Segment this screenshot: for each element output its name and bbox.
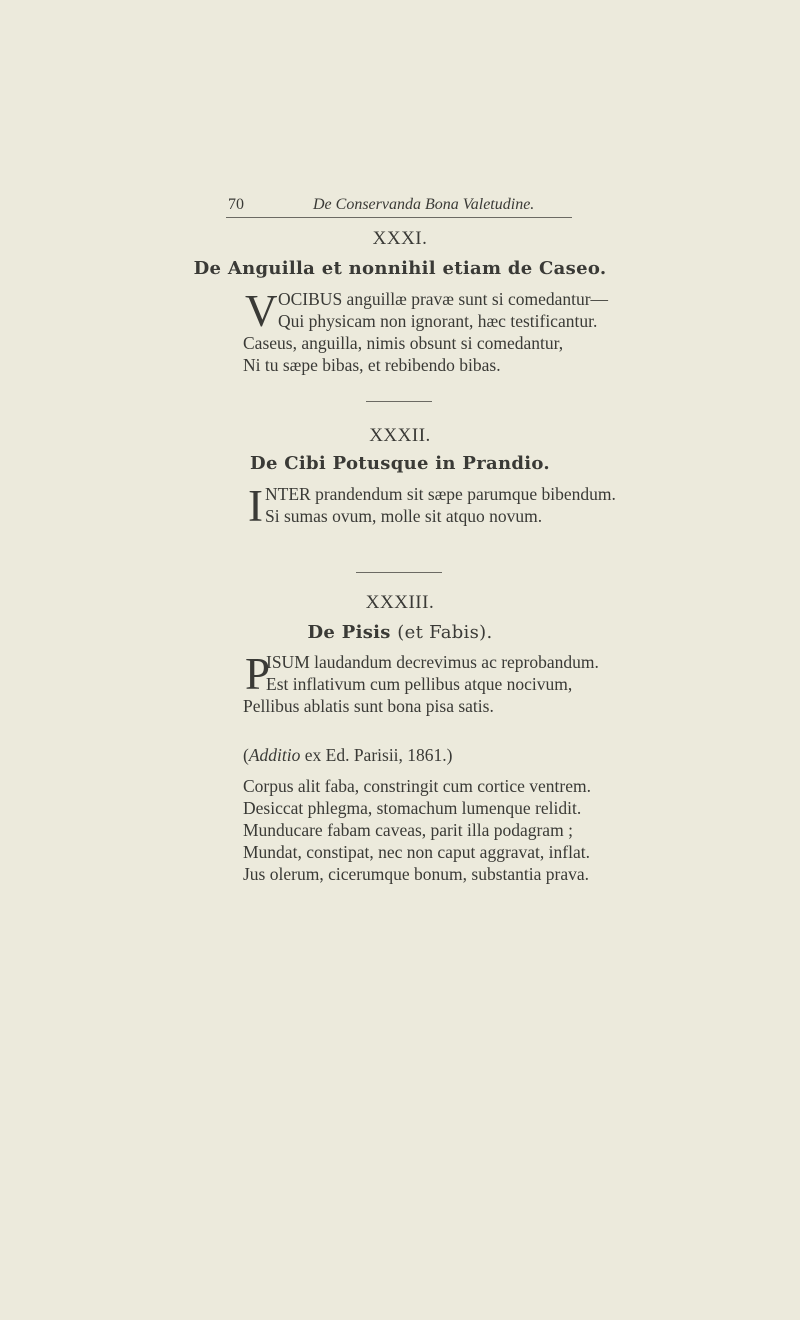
verse-line: ISUM laudandum decrevimus ac reprobandum. (266, 652, 599, 672)
verse-line: Est inflativum cum pellibus atque nocivum, (266, 674, 573, 694)
verse-line: Desiccat phlegma, stomachum lumenque relidit. (243, 798, 582, 818)
section-title-wrap (0, 622, 800, 643)
drop-cap: P (245, 649, 271, 699)
verse-line: Munducare fabam caveas, parit illa podagram ; (243, 820, 573, 840)
header-rule (226, 217, 572, 218)
page-number: 70 (228, 196, 244, 213)
verse-line: Ni tu sæpe bibas, et rebibendo bibas. (243, 355, 501, 375)
section-numeral: XXXIII. (365, 592, 435, 613)
section-divider (366, 401, 432, 402)
running-title: De Conservanda Bona Valetudine. (313, 196, 535, 213)
verse-line: Corpus alit faba, constringit cum cortice ventrem. (243, 776, 591, 796)
verse-line: Jus olerum, cicerumque bonum, substantia prava. (243, 864, 590, 884)
section-title: De Anguilla et nonnihil etiam de Caseo. (193, 258, 607, 279)
verse-line: OCIBUS anguillæ pravæ sunt si comedantur— (278, 289, 609, 309)
addition-source: ex Ed. Parisii, 1861.) (300, 745, 453, 765)
verse-line: Qui physicam non ignorant, hæc testificantur. (278, 311, 598, 331)
verse-line: Si sumas ovum, molle sit atquo novum. (265, 506, 543, 526)
section-title-paren: (et Fabis). (397, 622, 493, 643)
addition-note (243, 745, 453, 766)
section-divider (356, 572, 442, 573)
addition-open-paren: ( (243, 745, 249, 765)
verse-line: NTER prandendum sit sæpe parumque bibendum. (265, 484, 616, 504)
running-header (228, 196, 570, 214)
section-title: De Pisis (307, 622, 391, 643)
section-title: De Cibi Potusque in Prandio. (250, 453, 550, 474)
section-numeral: XXXII. (369, 425, 431, 446)
section-numeral: XXXI. (372, 228, 428, 249)
drop-cap: I (248, 481, 263, 531)
verse-line: Pellibus ablatis sunt bona pisa satis. (243, 696, 494, 716)
drop-cap: V (245, 286, 278, 336)
addition-label: Additio (248, 745, 301, 765)
verse-line: Caseus, anguilla, nimis obsunt si comedantur, (243, 333, 564, 353)
verse-line: Mundat, constipat, nec non caput aggravat, inflat. (243, 842, 590, 862)
